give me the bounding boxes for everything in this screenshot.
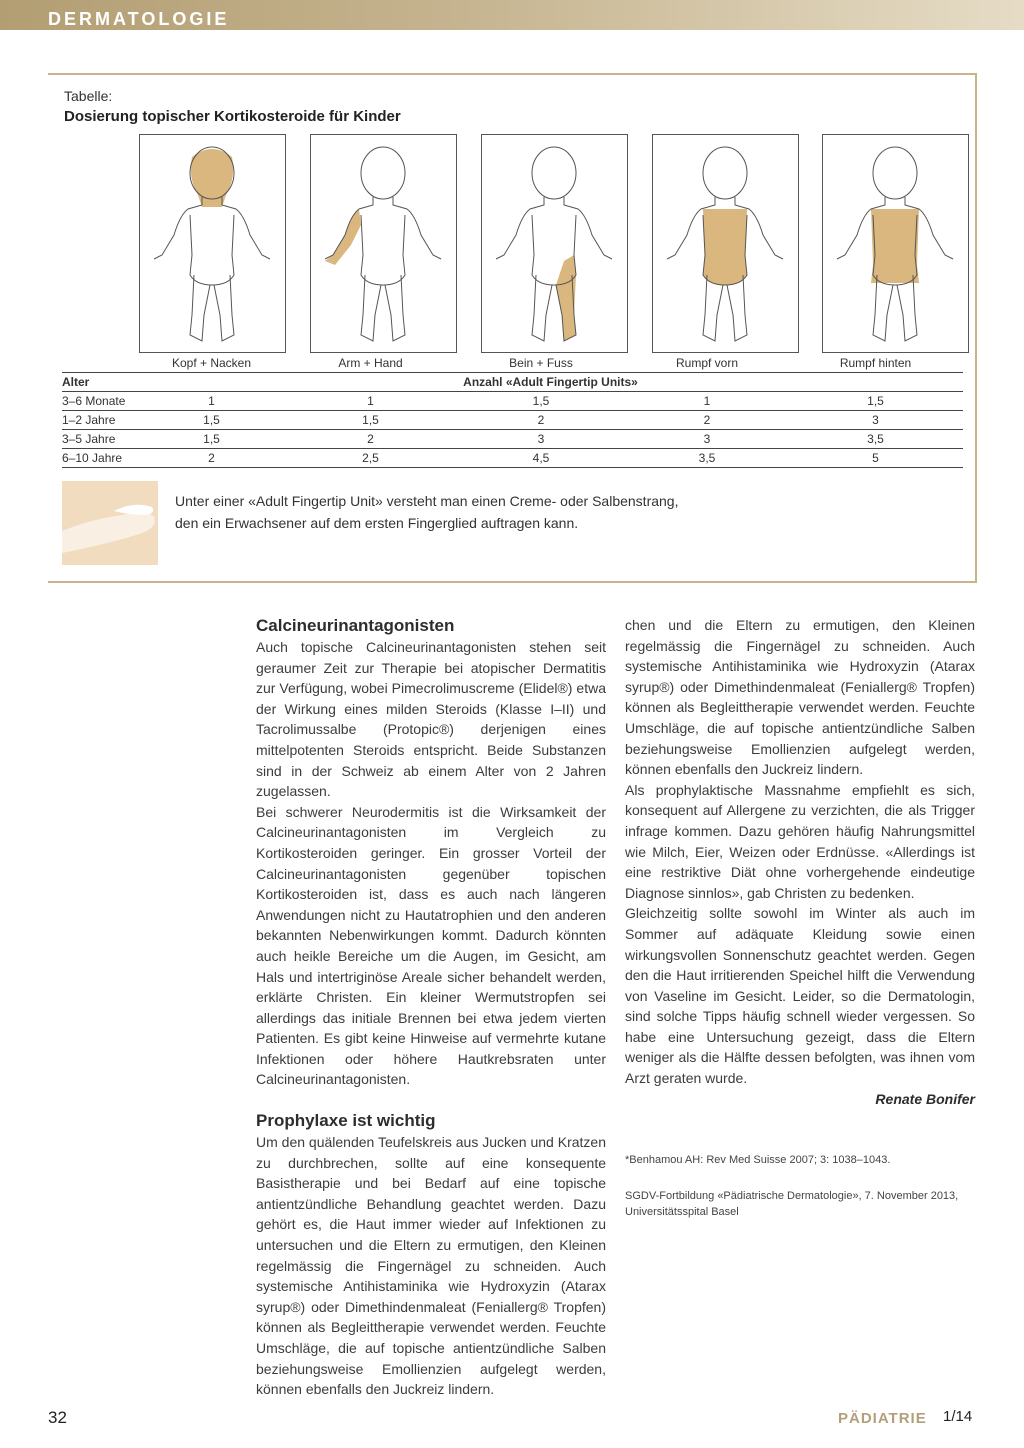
row-label-header: Alter	[62, 373, 138, 392]
value-cell: 2	[285, 430, 456, 449]
table-row	[62, 430, 963, 449]
article-column-left	[256, 615, 606, 1090]
value-cell: 5	[788, 449, 963, 468]
value-cell: 1	[285, 392, 456, 411]
value-cell: 3,5	[788, 430, 963, 449]
subheading: Prophylaxe ist wichtig	[256, 1111, 436, 1130]
value-cell: 2	[138, 449, 285, 468]
page-number: 32	[48, 1408, 67, 1427]
article-column-left-bottom	[256, 1110, 606, 1398]
value-cell: 4,5	[456, 449, 626, 468]
age-cell: 3–5 Jahre	[62, 430, 138, 449]
value-cell: 3	[626, 430, 788, 449]
author: Renate Bonifer	[875, 1090, 975, 1107]
column-header: Bein + Fuss	[456, 354, 626, 373]
column-header: Rumpf vorn	[626, 354, 788, 373]
paragraph: Auch topische Calcineurinantagonisten stehen seit geraumer Zeit zur Therapie bei atopischer Dermatitis zur Verfügung, wobei Pimecrolimuscreme (Elidel®) etwa der Wirkung eines milden Steroids (Klasse I–II) und Tacrolimussalbe (Protopic®) derjenigen eines mittelpotenten Steroids entspricht. Beide Substanzen sind in der Schweiz ab einem Alter von 2 Jahren zugelassen.	[256, 639, 606, 800]
value-cell: 3	[456, 430, 626, 449]
unit-header: Anzahl «Adult Fingertip Units»	[138, 373, 963, 392]
value-cell: 1	[138, 392, 285, 411]
article-column-right	[625, 615, 975, 1109]
figure-arm-hand	[310, 134, 457, 353]
paragraph: Um den quälenden Teufelskreis aus Jucken und Kratzen zu durchbrechen, sollte auf eine konsequente Basistherapie und bei Bedarf auf eine topische antientzündliche Behandlung geachtet werden. Dazu gehört es, die Haut immer wieder auf Infektionen zu untersuchen und die Eltern zu ermutigen, den Kleinen regelmässig die Fingernägel zu schneiden. Auch systemische Antihistaminika wie Hydroxyzin (Atarax syrup®) oder Dimethindenmaleat (Feniallerg® Tropfen) können als Begleittherapie verwendet werden. Feuchte Umschläge, die auf topische antientzündliche Salben beziehungsweise Emollienzien aufgelegt werden, können ebenfalls den Juckreiz lindern.	[256, 1134, 606, 1398]
age-cell: 1–2 Jahre	[62, 411, 138, 430]
value-cell: 1,5	[456, 392, 626, 411]
figure-trunk-back	[822, 134, 969, 353]
column-header: Arm + Hand	[285, 354, 456, 373]
column-header: Kopf + Nacken	[138, 354, 285, 373]
value-cell: 1,5	[138, 411, 285, 430]
figure-trunk-front	[652, 134, 799, 353]
reference-2: SGDV-Fortbildung «Pädiatrische Dermatologie», 7. November 2013, Universitätsspital Basel	[625, 1190, 959, 1218]
column-header: Rumpf hinten	[788, 354, 963, 373]
value-cell: 2	[456, 411, 626, 430]
age-cell: 6–10 Jahre	[62, 449, 138, 468]
table-header-row	[62, 354, 963, 373]
age-cell: 3–6 Monate	[62, 392, 138, 411]
value-cell: 1,5	[138, 430, 285, 449]
fingertip-note	[175, 490, 678, 534]
value-cell: 1,5	[788, 392, 963, 411]
note-line: Unter einer «Adult Fingertip Unit» versteht man einen Creme- oder Salbenstrang,	[175, 493, 679, 509]
paragraph: chen und die Eltern zu ermutigen, den Kleinen regelmässig die Fingernägel zu schneiden. Auch systemische Antihistaminika wie Hydroxyzin (Atarax syrup®) oder Dimethindenmaleat (Feniallerg® Tropfen) können als Begleittherapie verwendet werden. Feuchte Umschläge, die auf topische antientzündliche Salben beziehungsweise Emollienzien aufgelegt werden, können ebenfalls den Juckreiz lindern.	[625, 617, 975, 778]
table-row	[62, 411, 963, 430]
value-cell: 2	[626, 411, 788, 430]
table-row	[62, 392, 963, 411]
fingertip-unit-illustration	[62, 481, 158, 565]
subheading: Calcineurinantagonisten	[256, 616, 455, 635]
value-cell: 3,5	[626, 449, 788, 468]
dosage-table	[62, 354, 963, 468]
value-cell: 3	[788, 411, 963, 430]
value-cell: 1	[626, 392, 788, 411]
table-subheader-row	[62, 373, 963, 392]
value-cell: 2,5	[285, 449, 456, 468]
paragraph: Als prophylaktische Massnahme empfiehlt es sich, konsequent auf Allergene zu verzichten, die als Trigger infrage kommen. Dazu gehören häufig Nahrungsmittel wie Milch, Eier, Weizen oder Erdnüsse. «Allerdings ist eine restriktive Diät ohne vorhergehende eindeutige Diagnose sinnlos», gab Christen zu bedenken.	[625, 781, 975, 901]
section-header-band	[0, 0, 1024, 30]
table-kicker: Tabelle:	[64, 88, 113, 104]
paragraph: Bei schwerer Neurodermitis ist die Wirksamkeit der Calcineurinantagonisten im Vergleich zu Kortikosteroiden geringer. Ein grosser Vorteil der Calcineurinantagonisten gegenüber topischen Kortikosteroiden ist, dass es auch nach längeren Anwendungen nicht zu Hautatrophien und den anderen bekannten Nebenwirkungen kommt. Dadurch könnten auch heikle Bereiche um die Augen, im Gesicht, am Hals und intertriginöse Areale sicher behandelt werden, erklärte Christen. Ein kleiner Wermutstropfen sei allerdings das initiale Brennen bei etwa jedem vierten Patienten. Es gibt keine Hinweise auf vermehrte kutane Infektionen oder höhere Hautkrebsraten unter Calcineurinantagonisten.	[256, 803, 606, 1088]
section-title: DERMATOLOGIE	[48, 9, 230, 29]
note-line: den ein Erwachsener auf dem ersten Fingerglied auftragen kann.	[175, 515, 579, 531]
paragraph: Gleichzeitig sollte sowohl im Winter als auch im Sommer auf adäquate Kleidung sowie einen wirkungsvollen Sonnenschutz geachtet werden. Gegen den die Haut irritierenden Speichel hilft die Verwendung von Vaseline im Gesicht. Leider, so die Dermatologin, sind solche Tipps häufig schnell wieder vergessen. So habe eine Untersuchung gezeigt, dass die Eltern weniger als die Hälfte dessen befolgten, was ihnen vom Arzt geraten wurde.	[625, 905, 975, 1087]
value-cell: 1,5	[285, 411, 456, 430]
figure-leg-foot	[481, 134, 628, 353]
figure-head-neck	[139, 134, 286, 353]
table-title: Dosierung topischer Kortikosteroide für Kinder	[64, 108, 401, 125]
journal-name: PÄDIATRIE	[838, 1410, 927, 1427]
table-row	[62, 449, 963, 468]
reference-1: *Benhamou AH: Rev Med Suisse 2007; 3: 1038–1043.	[625, 1154, 891, 1166]
issue-number: 1/14	[943, 1408, 973, 1425]
